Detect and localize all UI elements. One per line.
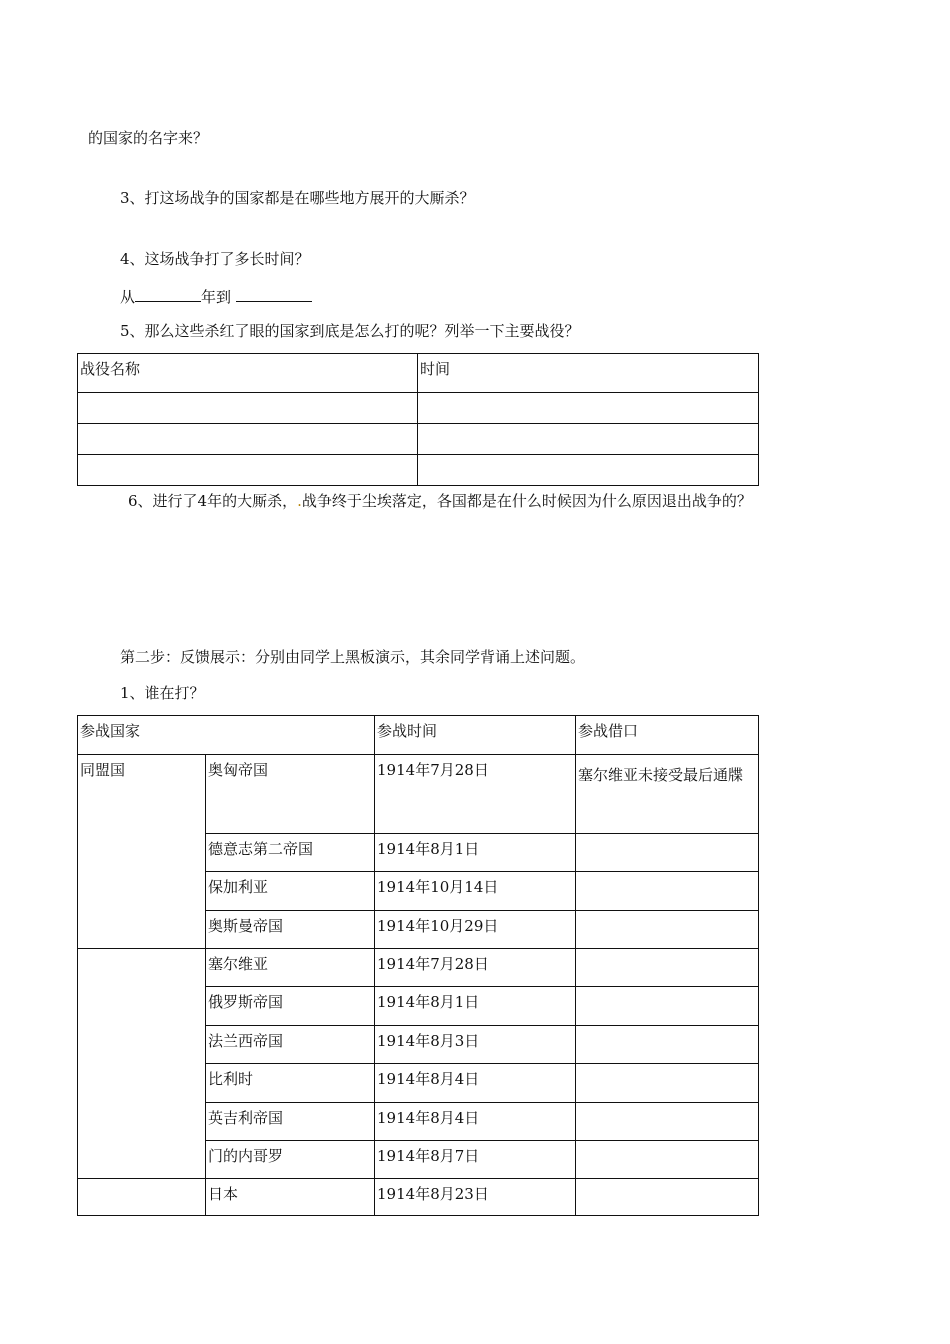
country-cell: 日本 (206, 1179, 375, 1216)
start-year-blank[interactable] (135, 285, 201, 302)
section-1-title: 1、谁在打？ (120, 684, 205, 702)
excuse-cell[interactable] (576, 834, 759, 872)
country-cell: 英吉利帝国 (206, 1103, 375, 1141)
date-cell: 1914年8月1日 (375, 987, 576, 1026)
question-continued: 的国家的名字来？ (88, 129, 209, 147)
battle-time-header: 时间 (418, 354, 759, 393)
country-cell: 比利时 (206, 1064, 375, 1103)
country-cell: 俄罗斯帝国 (206, 987, 375, 1026)
table-row (78, 393, 759, 424)
year-to-label: 年到 (201, 288, 232, 306)
battle-name-cell[interactable] (78, 393, 418, 424)
excuse-cell[interactable] (576, 1141, 759, 1179)
date-cell: 1914年8月1日 (375, 834, 576, 872)
question-4: 4、这场战争打了多长时间？ (120, 250, 310, 268)
excuse-cell[interactable] (576, 872, 759, 911)
country-cell: 塞尔维亚 (206, 949, 375, 987)
date-cell: 1914年10月29日 (375, 911, 576, 949)
date-cell: 1914年8月23日 (375, 1179, 576, 1216)
table-row (78, 424, 759, 455)
excuse-cell[interactable] (576, 1179, 759, 1216)
question-6-dot: . (297, 492, 302, 510)
date-cell: 1914年8月4日 (375, 1064, 576, 1103)
excuse-cell: 塞尔维亚未接受最后通牒 (576, 755, 759, 834)
step-2-heading: 第二步：反馈展示：分别由同学上黑板演示，其余同学背诵上述问题。 (120, 648, 586, 666)
date-cell: 1914年8月3日 (375, 1026, 576, 1064)
date-cell: 1914年10月14日 (375, 872, 576, 911)
excuse-cell[interactable] (576, 1103, 759, 1141)
excuse-cell[interactable] (576, 987, 759, 1026)
country-cell: 奥斯曼帝国 (206, 911, 375, 949)
table-row (78, 455, 759, 486)
table-row (78, 755, 759, 834)
battle-name-header: 战役名称 (78, 354, 418, 393)
from-label: 从 (120, 288, 136, 306)
excuse-cell[interactable] (576, 911, 759, 949)
country-cell: 保加利亚 (206, 872, 375, 911)
battle-time-cell[interactable] (418, 393, 759, 424)
end-year-blank[interactable] (236, 285, 312, 302)
date-header: 参战时间 (375, 716, 576, 755)
country-cell: 奥匈帝国 (206, 755, 375, 834)
country-cell: 德意志第二帝国 (206, 834, 375, 872)
excuse-header: 参战借口 (576, 716, 759, 755)
table-row (78, 716, 759, 755)
battle-time-cell[interactable] (418, 455, 759, 486)
question-6 (128, 491, 752, 511)
question-4-answer-line (120, 285, 312, 307)
war-participants-table (77, 715, 759, 1216)
countries-header: 参战国家 (78, 716, 375, 755)
battle-table (77, 353, 759, 486)
country-cell: 门的内哥罗 (206, 1141, 375, 1179)
date-cell: 1914年7月28日 (375, 949, 576, 987)
excuse-cell[interactable] (576, 1064, 759, 1103)
group-cell[interactable] (78, 1179, 206, 1216)
table-row (78, 1179, 759, 1216)
excuse-cell[interactable] (576, 1026, 759, 1064)
battle-name-cell[interactable] (78, 424, 418, 455)
battle-name-cell[interactable] (78, 455, 418, 486)
question-3: 3、打这场战争的国家都是在哪些地方展开的大厮杀？ (120, 189, 475, 207)
date-cell: 1914年8月7日 (375, 1141, 576, 1179)
date-cell: 1914年7月28日 (375, 755, 576, 834)
central-powers-label: 同盟国 (78, 755, 206, 949)
battle-time-cell[interactable] (418, 424, 759, 455)
date-cell: 1914年8月4日 (375, 1103, 576, 1141)
table-row (78, 949, 759, 987)
question-5: 5、那么这些杀红了眼的国家到底是怎么打的呢？列举一下主要战役？ (120, 322, 580, 340)
excuse-cell[interactable] (576, 949, 759, 987)
country-cell: 法兰西帝国 (206, 1026, 375, 1064)
question-6-part-a: 6、进行了4年的大厮杀， (128, 492, 298, 510)
question-6-part-b: 战争终于尘埃落定，各国都是在什么时候因为什么原因退出战争的？ (301, 492, 752, 510)
allied-group-cell[interactable] (78, 949, 206, 1179)
